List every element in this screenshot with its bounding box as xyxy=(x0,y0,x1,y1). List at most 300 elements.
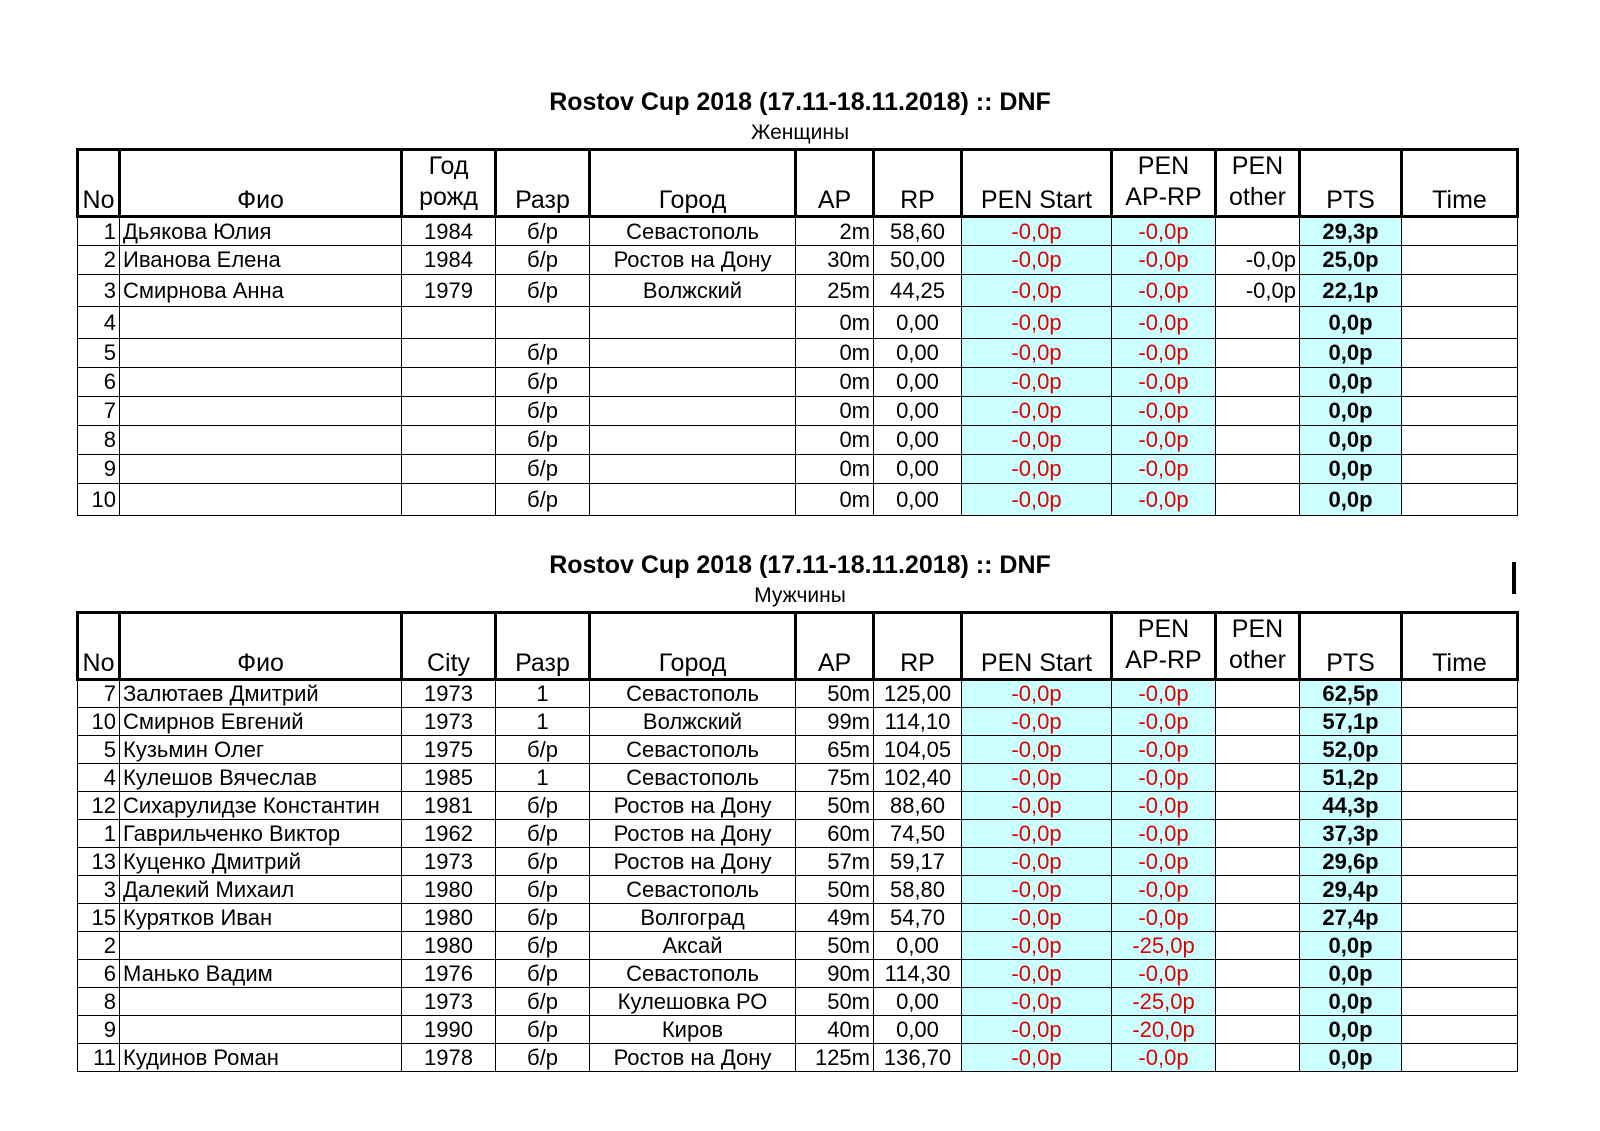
cell-name: Гаврильченко Виктор xyxy=(120,820,402,848)
cell-rp: 74,50 xyxy=(874,820,962,848)
cell-pen-other xyxy=(1216,736,1300,764)
cell-rank: б/р xyxy=(496,904,590,932)
header-city: Город xyxy=(590,613,796,680)
cell-pen-aprp: -0,0p xyxy=(1112,246,1216,275)
cell-pen-other xyxy=(1216,680,1300,708)
cell-city: Севастополь xyxy=(590,736,796,764)
cell-name: Смирнов Евгений xyxy=(120,708,402,736)
cell-pts: 29,6p xyxy=(1300,848,1402,876)
cell-no: 1 xyxy=(78,820,120,848)
header-time: Time xyxy=(1402,613,1518,680)
cell-name: Дьякова Юлия xyxy=(120,217,402,246)
cell-no: 11 xyxy=(78,1044,120,1072)
cell-city: Севастополь xyxy=(590,876,796,904)
cell-city: Аксай xyxy=(590,932,796,960)
header-year: Год рожд xyxy=(402,150,496,217)
header-ap: AP xyxy=(796,150,874,217)
cell-pen-aprp: -0,0p xyxy=(1112,736,1216,764)
cell-pen-other xyxy=(1216,820,1300,848)
header-name: Фио xyxy=(120,613,402,680)
table-row xyxy=(78,792,1518,820)
cell-ap: 0m xyxy=(796,307,874,339)
cell-name xyxy=(120,932,402,960)
cell-name xyxy=(120,339,402,368)
cell-pen-aprp: -0,0p xyxy=(1112,876,1216,904)
cell-ap: 65m xyxy=(796,736,874,764)
cell-rank: б/р xyxy=(496,455,590,484)
cell-rp: 88,60 xyxy=(874,792,962,820)
cell-rank: б/р xyxy=(496,484,590,516)
cell-ap: 125m xyxy=(796,1044,874,1072)
cell-pts: 0,0p xyxy=(1300,339,1402,368)
cell-pen-aprp: -25,0p xyxy=(1112,932,1216,960)
cell-pen-start: -0,0p xyxy=(962,792,1112,820)
cell-rp: 58,60 xyxy=(874,217,962,246)
cell-time xyxy=(1402,932,1518,960)
cell-ap: 0m xyxy=(796,368,874,397)
cell-rank: б/р xyxy=(496,1044,590,1072)
cell-time xyxy=(1402,988,1518,1016)
table-row xyxy=(78,217,1518,246)
cell-no: 9 xyxy=(78,1016,120,1044)
cell-pen-start: -0,0p xyxy=(962,680,1112,708)
cell-rank: б/р xyxy=(496,848,590,876)
cell-city xyxy=(590,455,796,484)
cell-pts: 0,0p xyxy=(1300,426,1402,455)
cell-pen-start: -0,0p xyxy=(962,217,1112,246)
women-results-table xyxy=(76,148,1519,516)
header-pen-aprp: PEN AP-RP xyxy=(1112,150,1216,217)
cell-rp: 44,25 xyxy=(874,275,962,307)
cell-no: 7 xyxy=(78,397,120,426)
cell-city xyxy=(590,339,796,368)
cell-rp: 0,00 xyxy=(874,397,962,426)
cell-pen-other xyxy=(1216,1044,1300,1072)
cell-pen-aprp: -25,0p xyxy=(1112,988,1216,1016)
cell-rp: 0,00 xyxy=(874,932,962,960)
cell-city xyxy=(590,307,796,339)
cell-city: Севастополь xyxy=(590,960,796,988)
cell-name: Манько Вадим xyxy=(120,960,402,988)
cell-rank: б/р xyxy=(496,960,590,988)
cell-pen-other: -0,0p xyxy=(1216,275,1300,307)
cell-no: 4 xyxy=(78,307,120,339)
table-row xyxy=(78,426,1518,455)
cell-pen-other xyxy=(1216,307,1300,339)
cell-rank: б/р xyxy=(496,820,590,848)
header-pen-other: PEN other xyxy=(1216,613,1300,680)
cell-city: Волжский xyxy=(590,708,796,736)
cell-year: 1984 xyxy=(402,217,496,246)
cell-pen-start: -0,0p xyxy=(962,455,1112,484)
cell-name: Сихарулидзе Константин xyxy=(120,792,402,820)
cell-pts: 29,3p xyxy=(1300,217,1402,246)
table-row xyxy=(78,848,1518,876)
cell-no: 2 xyxy=(78,932,120,960)
cell-year: 1978 xyxy=(402,1044,496,1072)
cell-pen-aprp: -0,0p xyxy=(1112,484,1216,516)
cell-rank xyxy=(496,307,590,339)
cell-year: 1973 xyxy=(402,848,496,876)
cell-pen-start: -0,0p xyxy=(962,736,1112,764)
cell-pen-start: -0,0p xyxy=(962,708,1112,736)
cell-name: Куценко Дмитрий xyxy=(120,848,402,876)
cell-ap: 0m xyxy=(796,426,874,455)
header-no: No xyxy=(78,150,120,217)
cell-no: 6 xyxy=(78,368,120,397)
cell-no: 3 xyxy=(78,876,120,904)
cell-ap: 90m xyxy=(796,960,874,988)
cell-name: Кузьмин Олег xyxy=(120,736,402,764)
cell-pts: 52,0p xyxy=(1300,736,1402,764)
table-row xyxy=(78,1044,1518,1072)
cell-pen-other xyxy=(1216,339,1300,368)
men-subtitle: Мужчины xyxy=(754,584,846,607)
cell-city: Севастополь xyxy=(590,217,796,246)
cell-city: Ростов на Дону xyxy=(590,792,796,820)
cell-rp: 0,00 xyxy=(874,307,962,339)
cell-time xyxy=(1402,275,1518,307)
cell-rp: 0,00 xyxy=(874,368,962,397)
cell-rank: 1 xyxy=(496,764,590,792)
table-row xyxy=(78,455,1518,484)
header-pen-start: PEN Start xyxy=(962,613,1112,680)
header-pts: PTS xyxy=(1300,613,1402,680)
women-title: Rostov Cup 2018 (17.11-18.11.2018) :: DNF xyxy=(549,88,1051,116)
cell-pen-aprp: -0,0p xyxy=(1112,848,1216,876)
cell-name xyxy=(120,368,402,397)
cell-no: 10 xyxy=(78,484,120,516)
header-time: Time xyxy=(1402,150,1518,217)
cell-name xyxy=(120,307,402,339)
header-pen-aprp: PEN AP-RP xyxy=(1112,613,1216,680)
cell-ap: 75m xyxy=(796,764,874,792)
cell-pts: 0,0p xyxy=(1300,960,1402,988)
cell-city: Волгоград xyxy=(590,904,796,932)
cell-time xyxy=(1402,708,1518,736)
cell-pen-start: -0,0p xyxy=(962,820,1112,848)
cell-time xyxy=(1402,848,1518,876)
cell-pen-other: -0,0p xyxy=(1216,246,1300,275)
cell-pen-other xyxy=(1216,988,1300,1016)
cell-name xyxy=(120,455,402,484)
cell-pen-aprp: -0,0p xyxy=(1112,792,1216,820)
cell-year: 1962 xyxy=(402,820,496,848)
table-row xyxy=(78,876,1518,904)
cell-no: 3 xyxy=(78,275,120,307)
cell-name: Кулешов Вячеслав xyxy=(120,764,402,792)
table-row xyxy=(78,932,1518,960)
header-pts: PTS xyxy=(1300,150,1402,217)
cell-rank: 1 xyxy=(496,708,590,736)
cell-rank: б/р xyxy=(496,368,590,397)
cell-ap: 0m xyxy=(796,484,874,516)
cell-rank: 1 xyxy=(496,680,590,708)
cell-no: 7 xyxy=(78,680,120,708)
table-row xyxy=(78,1016,1518,1044)
cell-pts: 29,4p xyxy=(1300,876,1402,904)
cell-pen-start: -0,0p xyxy=(962,848,1112,876)
cell-year xyxy=(402,455,496,484)
cell-ap: 0m xyxy=(796,397,874,426)
women-subtitle: Женщины xyxy=(750,121,850,144)
cell-rp: 136,70 xyxy=(874,1044,962,1072)
cell-rank: б/р xyxy=(496,988,590,1016)
cell-name: Иванова Елена xyxy=(120,246,402,275)
header-rank: Разр xyxy=(496,150,590,217)
cell-pen-start: -0,0p xyxy=(962,397,1112,426)
cell-pen-other xyxy=(1216,397,1300,426)
header-year: City xyxy=(402,613,496,680)
cell-name xyxy=(120,988,402,1016)
cell-city xyxy=(590,426,796,455)
cell-time xyxy=(1402,820,1518,848)
cell-pen-aprp: -0,0p xyxy=(1112,397,1216,426)
cell-ap: 25m xyxy=(796,275,874,307)
table-row xyxy=(78,484,1518,516)
cell-rank: б/р xyxy=(496,339,590,368)
cell-city xyxy=(590,484,796,516)
table-row xyxy=(78,680,1518,708)
cell-pen-other xyxy=(1216,848,1300,876)
cell-pen-start: -0,0p xyxy=(962,339,1112,368)
cell-pts: 0,0p xyxy=(1300,1016,1402,1044)
cell-ap: 30m xyxy=(796,246,874,275)
cell-no: 13 xyxy=(78,848,120,876)
cell-pen-start: -0,0p xyxy=(962,932,1112,960)
cell-ap: 50m xyxy=(796,876,874,904)
cell-pts: 37,3p xyxy=(1300,820,1402,848)
cell-rank: б/р xyxy=(496,876,590,904)
table-row xyxy=(78,339,1518,368)
table-row xyxy=(78,275,1518,307)
cell-rank: б/р xyxy=(496,246,590,275)
header-pen-other: PEN other xyxy=(1216,150,1300,217)
cell-pen-aprp: -0,0p xyxy=(1112,307,1216,339)
cell-pen-aprp: -0,0p xyxy=(1112,368,1216,397)
cell-time xyxy=(1402,484,1518,516)
cell-pts: 0,0p xyxy=(1300,368,1402,397)
cell-no: 5 xyxy=(78,736,120,764)
cell-ap: 60m xyxy=(796,820,874,848)
cell-time xyxy=(1402,904,1518,932)
cell-year: 1990 xyxy=(402,1016,496,1044)
cell-time xyxy=(1402,246,1518,275)
cell-pts: 0,0p xyxy=(1300,988,1402,1016)
cell-pen-other xyxy=(1216,960,1300,988)
cell-rank: б/р xyxy=(496,426,590,455)
cell-city: Киров xyxy=(590,1016,796,1044)
cell-pen-start: -0,0p xyxy=(962,246,1112,275)
cell-ap: 2m xyxy=(796,217,874,246)
cell-pen-aprp: -0,0p xyxy=(1112,904,1216,932)
cell-pen-start: -0,0p xyxy=(962,1016,1112,1044)
header-pen-start: PEN Start xyxy=(962,150,1112,217)
cell-pts: 22,1p xyxy=(1300,275,1402,307)
cell-year xyxy=(402,307,496,339)
cell-no: 15 xyxy=(78,904,120,932)
cell-rp: 59,17 xyxy=(874,848,962,876)
cell-city: Ростов на Дону xyxy=(590,246,796,275)
cell-pen-other xyxy=(1216,708,1300,736)
table-row xyxy=(78,246,1518,275)
cell-rank: б/р xyxy=(496,792,590,820)
cell-time xyxy=(1402,960,1518,988)
cell-pts: 51,2p xyxy=(1300,764,1402,792)
cell-no: 6 xyxy=(78,960,120,988)
cell-time xyxy=(1402,307,1518,339)
table-row xyxy=(78,988,1518,1016)
cell-rp: 0,00 xyxy=(874,455,962,484)
cell-pts: 25,0p xyxy=(1300,246,1402,275)
cell-pen-start: -0,0p xyxy=(962,275,1112,307)
cell-rp: 114,10 xyxy=(874,708,962,736)
cell-time xyxy=(1402,680,1518,708)
cell-pen-other xyxy=(1216,368,1300,397)
cell-time xyxy=(1402,455,1518,484)
cell-no: 9 xyxy=(78,455,120,484)
cell-rp: 0,00 xyxy=(874,426,962,455)
cell-no: 1 xyxy=(78,217,120,246)
cell-ap: 0m xyxy=(796,339,874,368)
cell-rank: б/р xyxy=(496,736,590,764)
cell-pen-other xyxy=(1216,1016,1300,1044)
cell-time xyxy=(1402,368,1518,397)
cell-pts: 27,4p xyxy=(1300,904,1402,932)
cell-rp: 104,05 xyxy=(874,736,962,764)
cell-pen-other xyxy=(1216,426,1300,455)
cell-city: Волжский xyxy=(590,275,796,307)
cell-pen-aprp: -0,0p xyxy=(1112,820,1216,848)
cell-rp: 54,70 xyxy=(874,904,962,932)
cell-pen-aprp: -0,0p xyxy=(1112,680,1216,708)
cell-pen-start: -0,0p xyxy=(962,764,1112,792)
cell-name xyxy=(120,484,402,516)
cell-time xyxy=(1402,339,1518,368)
cell-year xyxy=(402,397,496,426)
men-results-table xyxy=(76,611,1519,1072)
cell-year xyxy=(402,339,496,368)
cell-year: 1984 xyxy=(402,246,496,275)
cell-time xyxy=(1402,217,1518,246)
table-row xyxy=(78,764,1518,792)
cell-name: Курятков Иван xyxy=(120,904,402,932)
cell-time xyxy=(1402,426,1518,455)
cell-no: 12 xyxy=(78,792,120,820)
cell-year: 1985 xyxy=(402,764,496,792)
cell-pen-start: -0,0p xyxy=(962,960,1112,988)
table-row xyxy=(78,960,1518,988)
cell-pen-aprp: -0,0p xyxy=(1112,960,1216,988)
cell-time xyxy=(1402,1044,1518,1072)
cell-rank: б/р xyxy=(496,397,590,426)
cell-city: Севастополь xyxy=(590,764,796,792)
cell-name: Смирнова Анна xyxy=(120,275,402,307)
cell-no: 8 xyxy=(78,426,120,455)
cell-time xyxy=(1402,397,1518,426)
cell-pen-other xyxy=(1216,876,1300,904)
cell-no: 2 xyxy=(78,246,120,275)
table-row xyxy=(78,708,1518,736)
cell-pen-aprp: -0,0p xyxy=(1112,275,1216,307)
cell-pts: 62,5p xyxy=(1300,680,1402,708)
cell-rp: 58,80 xyxy=(874,876,962,904)
cell-time xyxy=(1402,1016,1518,1044)
cell-year: 1979 xyxy=(402,275,496,307)
cell-pen-other xyxy=(1216,904,1300,932)
cell-pen-other xyxy=(1216,932,1300,960)
cell-pen-aprp: -0,0p xyxy=(1112,426,1216,455)
cell-time xyxy=(1402,764,1518,792)
cell-pen-aprp: -20,0p xyxy=(1112,1016,1216,1044)
cell-pen-aprp: -0,0p xyxy=(1112,764,1216,792)
cell-pts: 0,0p xyxy=(1300,455,1402,484)
cell-name: Кудинов Роман xyxy=(120,1044,402,1072)
cell-city: Ростов на Дону xyxy=(590,820,796,848)
cell-year: 1980 xyxy=(402,932,496,960)
cell-no: 8 xyxy=(78,988,120,1016)
cell-pen-start: -0,0p xyxy=(962,484,1112,516)
cell-ap: 99m xyxy=(796,708,874,736)
cell-rp: 0,00 xyxy=(874,484,962,516)
cell-pts: 0,0p xyxy=(1300,397,1402,426)
cell-pts: 57,1p xyxy=(1300,708,1402,736)
cell-name xyxy=(120,426,402,455)
cell-pts: 0,0p xyxy=(1300,1044,1402,1072)
cell-time xyxy=(1402,736,1518,764)
cell-rank: б/р xyxy=(496,275,590,307)
cell-rank: б/р xyxy=(496,932,590,960)
page-marker xyxy=(1512,562,1516,594)
cell-pen-aprp: -0,0p xyxy=(1112,1044,1216,1072)
header-no: No xyxy=(78,613,120,680)
cell-pts: 0,0p xyxy=(1300,932,1402,960)
table-row xyxy=(78,368,1518,397)
cell-year: 1973 xyxy=(402,988,496,1016)
cell-rp: 102,40 xyxy=(874,764,962,792)
cell-pen-start: -0,0p xyxy=(962,1044,1112,1072)
cell-pen-other xyxy=(1216,764,1300,792)
cell-year: 1981 xyxy=(402,792,496,820)
cell-ap: 50m xyxy=(796,988,874,1016)
cell-pts: 0,0p xyxy=(1300,484,1402,516)
cell-pen-start: -0,0p xyxy=(962,426,1112,455)
women-rows xyxy=(78,217,1518,516)
cell-rp: 0,00 xyxy=(874,1016,962,1044)
cell-ap: 50m xyxy=(796,932,874,960)
cell-rp: 0,00 xyxy=(874,988,962,1016)
table-row xyxy=(78,736,1518,764)
cell-pen-start: -0,0p xyxy=(962,368,1112,397)
cell-pen-other xyxy=(1216,484,1300,516)
cell-pen-aprp: -0,0p xyxy=(1112,708,1216,736)
cell-city xyxy=(590,368,796,397)
cell-ap: 50m xyxy=(796,792,874,820)
cell-rp: 0,00 xyxy=(874,339,962,368)
cell-ap: 50m xyxy=(796,680,874,708)
cell-year: 1976 xyxy=(402,960,496,988)
cell-pen-aprp: -0,0p xyxy=(1112,455,1216,484)
cell-ap: 40m xyxy=(796,1016,874,1044)
table-row xyxy=(78,904,1518,932)
cell-pen-aprp: -0,0p xyxy=(1112,217,1216,246)
cell-year xyxy=(402,484,496,516)
table-row xyxy=(78,820,1518,848)
cell-rp: 125,00 xyxy=(874,680,962,708)
cell-no: 10 xyxy=(78,708,120,736)
header-name: Фио xyxy=(120,150,402,217)
cell-time xyxy=(1402,792,1518,820)
